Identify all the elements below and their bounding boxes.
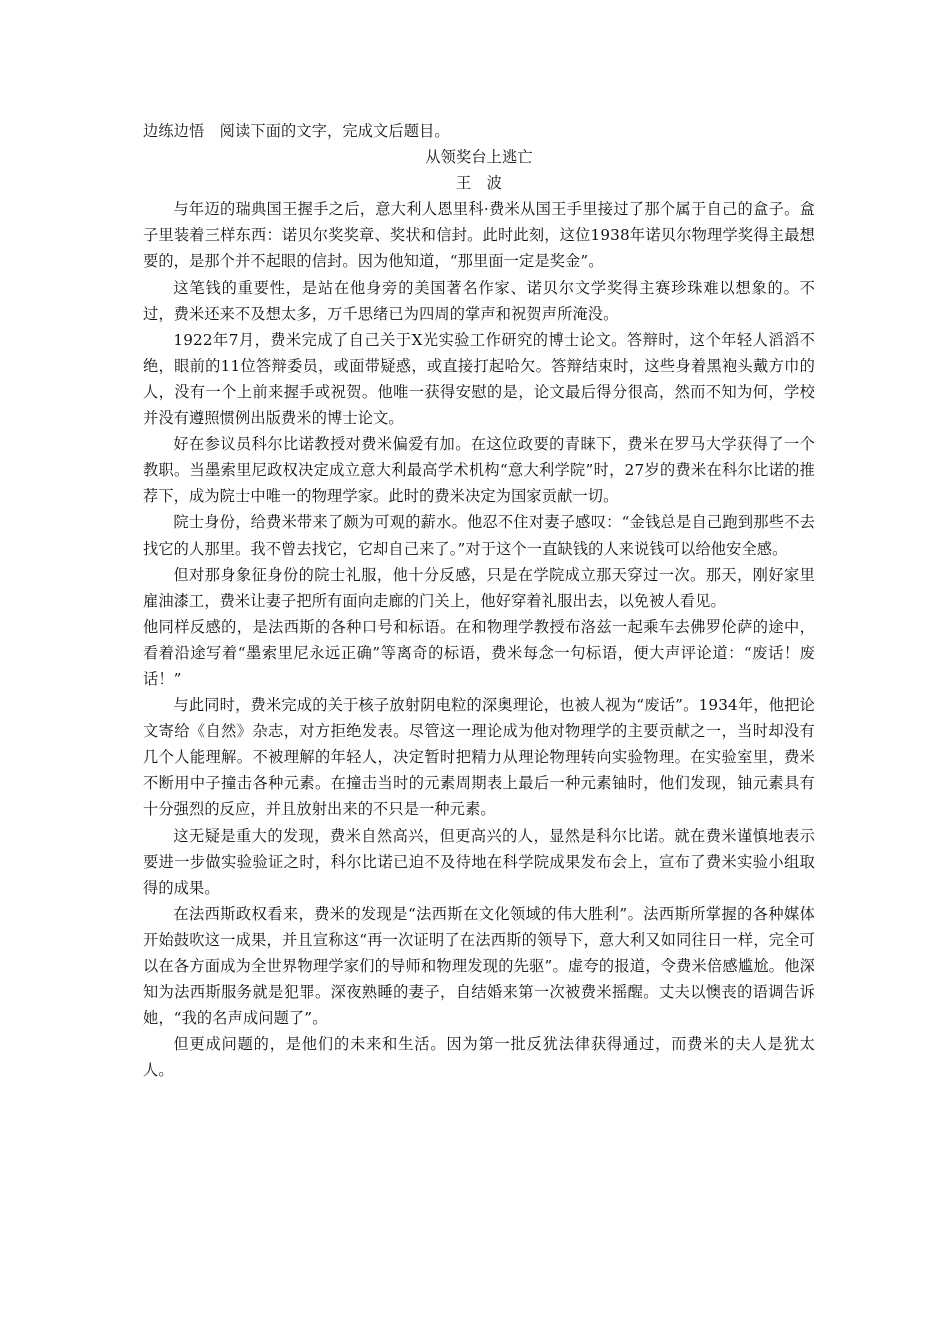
paragraph-7: 他同样反感的，是法西斯的各种口号和标语。在和物理学教授布洛兹一起乘车去佛罗伦萨的途中，看着沿途写着“墨索里尼永远正确”等离奇的标语，费米每念一句标语，便大声评论道：“废话！废话！”: [143, 617, 815, 688]
paragraph-9: 这无疑是重大的发现，费米自然高兴，但更高兴的人，显然是科尔比诺。就在费米谨慎地表示要进一步做实验验证之时，科尔比诺已迫不及待地在科学院成果发布会上，宣布了费米实验小组取得的成果。: [143, 826, 815, 897]
paragraph-8: 与此同时，费米完成的关于核子放射阴电粒的深奥理论，也被人视为“废话”。1934年，他把论文寄给《自然》杂志，对方拒绝发表。尽管这一理论成为他对物理学的主要贡献之一，当时却没有几个人能理解。不被理解的年轻人，决定暂时把精力从理论物理转向实验物理。在实验室里，费米不断用中子撞击各种元素。在撞击当时的元素周期表上最后一种元素铀时，他们发现，铀元素具有十分强烈的反应，并且放射出来的不只是一种元素。: [143, 696, 815, 819]
paragraph-10: 在法西斯政权看来，费米的发现是“法西斯在文化领域的伟大胜利”。法西斯所掌握的各种媒体开始鼓吹这一成果，并且宣称这“再一次证明了在法西斯的领导下，意大利又如同往日一样，完全可以在各方面成为全世界物理学家们的导师和物理发现的先驱”。虚夸的报道，令费米倍感尴尬。他深知为法西斯服务就是犯罪。深夜熟睡的妻子，自结婚来第一次被费米摇醒。丈夫以懊丧的语调告诉她，“我的名声成问题了”。: [143, 904, 815, 1028]
paragraph-6: 但对那身象征身份的院士礼服，他十分反感，只是在学院成立那天穿过一次。那天，刚好家里雇油漆工，费米让妻子把所有面向走廊的门关上，他好穿着礼服出去，以免被人看见。: [143, 565, 815, 610]
article-title: 从领奖台上逃亡: [425, 148, 533, 167]
paragraph-11: 但更成问题的，是他们的未来和生活。因为第一批反犹法律获得通过，而费米的夫人是犹太人。: [143, 1035, 815, 1080]
paragraph-1: 与年迈的瑞典国王握手之后，意大利人恩里科·费米从国王手里接过了那个属于自己的盒子。盒子里装着三样东西：诺贝尔奖奖章、奖状和信封。此时此刻，这位1938年诺贝尔物理学奖得主最想要的，是那个并不起眼的信封。因为他知道，“那里面一定是奖金”。: [143, 200, 815, 271]
article-author: 王 波: [455, 174, 502, 193]
paragraph-2: 这笔钱的重要性，是站在他身旁的美国著名作家、诺贝尔文学奖得主赛珍珠难以想象的。不过，费米还来不及想太多，万千思绪已为四周的掌声和祝贺声所淹没。: [143, 278, 815, 323]
paragraph-3: 1922年7月，费米完成了自己关于X光实验工作研究的博士论文。答辩时，这个年轻人滔滔不绝，眼前的11位答辩委员，或面带疑惑，或直接打起哈欠。答辩结束时，这些身着黑袍头戴方巾的人，没有一个上前来握手或祝贺。他唯一获得安慰的是，论文最后得分很高，然而不知为何，学校并没有遵照惯例出版费米的博士论文。: [143, 330, 815, 428]
paragraph-4: 好在参议员科尔比诺教授对费米偏爱有加。在这位政要的青睐下，费米在罗马大学获得了一个教职。当墨索里尼政权决定成立意大利最高学术机构“意大利学院”时，27岁的费米在科尔比诺的推荐下，成为院士中唯一的物理学家。此时的费米决定为国家贡献一切。: [143, 435, 815, 506]
document-page: [143, 118, 815, 1083]
paragraph-5: 院士身份，给费米带来了颇为可观的薪水。他忍不住对妻子感叹：“金钱总是自己跑到那些不去找它的人那里。我不曾去找它，它却自己来了。”对于这个一直缺钱的人来说钱可以给他安全感。: [143, 513, 815, 558]
exercise-instruction: 边练边悟 阅读下面的文字，完成文后题目。: [143, 122, 450, 140]
